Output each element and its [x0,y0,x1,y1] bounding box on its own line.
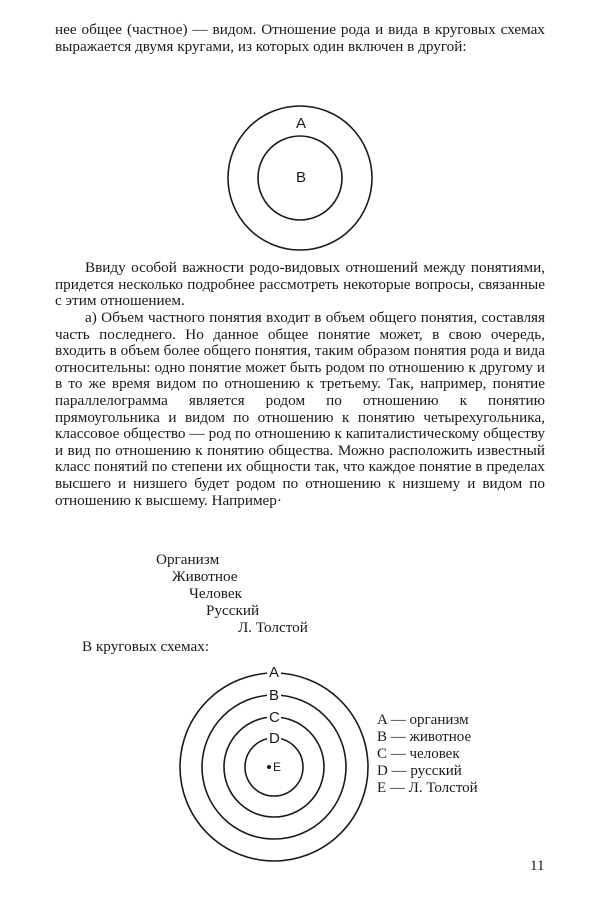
legend-item: B — животное [377,729,472,745]
label-a: A [296,115,307,132]
label-russian: D [269,730,280,747]
label-organism: A [269,664,280,681]
paragraph-importance: Ввиду особой важности родо-видовых отношений между понятиями, придется несколько подробнее рассмотреть некоторые вопросы, связанные с этим отношением. [55,259,545,310]
legend-item: E — Л. Толстой [377,780,478,796]
chain-item-human: Человек [189,585,242,602]
label-b: B [296,169,307,186]
nested-circles-diagram [180,663,368,861]
legend-item: A — организм [377,712,469,728]
chain-item-tolstoy: Л. Толстой [238,619,308,636]
page-number: 11 [530,858,545,874]
label-tolstoy: E [273,760,282,774]
chain-item-organism: Организм [156,551,220,568]
genus-species-diagram [228,106,372,250]
circle-schemes-intro: В круговых схемах: [82,638,210,655]
legend-item: D — русский [377,763,462,779]
chain-item-animal: Животное [172,568,238,585]
chain-item-russian: Русский [206,602,260,619]
diagram-legend [377,712,478,797]
paragraph-extent: а) Объем частного понятия входит в объем общего понятия, составляя часть последнего. Но данное общее понятие может, в свою очередь, входить в объем более общего понятия, таким образом понятия рода и вида относительны: одно понятие может быть родом по отношению к другому и в то же время видом по отношению к третьему. Так, например, понятие параллелограмма является родом по отношению к понятию прямоугольника и видом по отношению к понятию четырехугольника, классовое общество — род по отношению к капиталистическому обществу и вид по отношению к понятию общества. Можно расположить известный класс понятий по степени их общности так, что каждое понятие в пределах высшего и низшего будет родом по отношению к низшему и видом по отношению к высшему. Например· [55,309,545,509]
point-tolstoy [267,765,271,769]
legend-item: C — человек [377,746,460,762]
label-human: C [269,709,280,726]
label-animal: B [269,687,280,704]
paragraph-intro: нее общее (частное) — видом. Отношение рода и вида в круговых схемах выражается двумя кругами, из которых один включен в другой: [55,21,545,55]
